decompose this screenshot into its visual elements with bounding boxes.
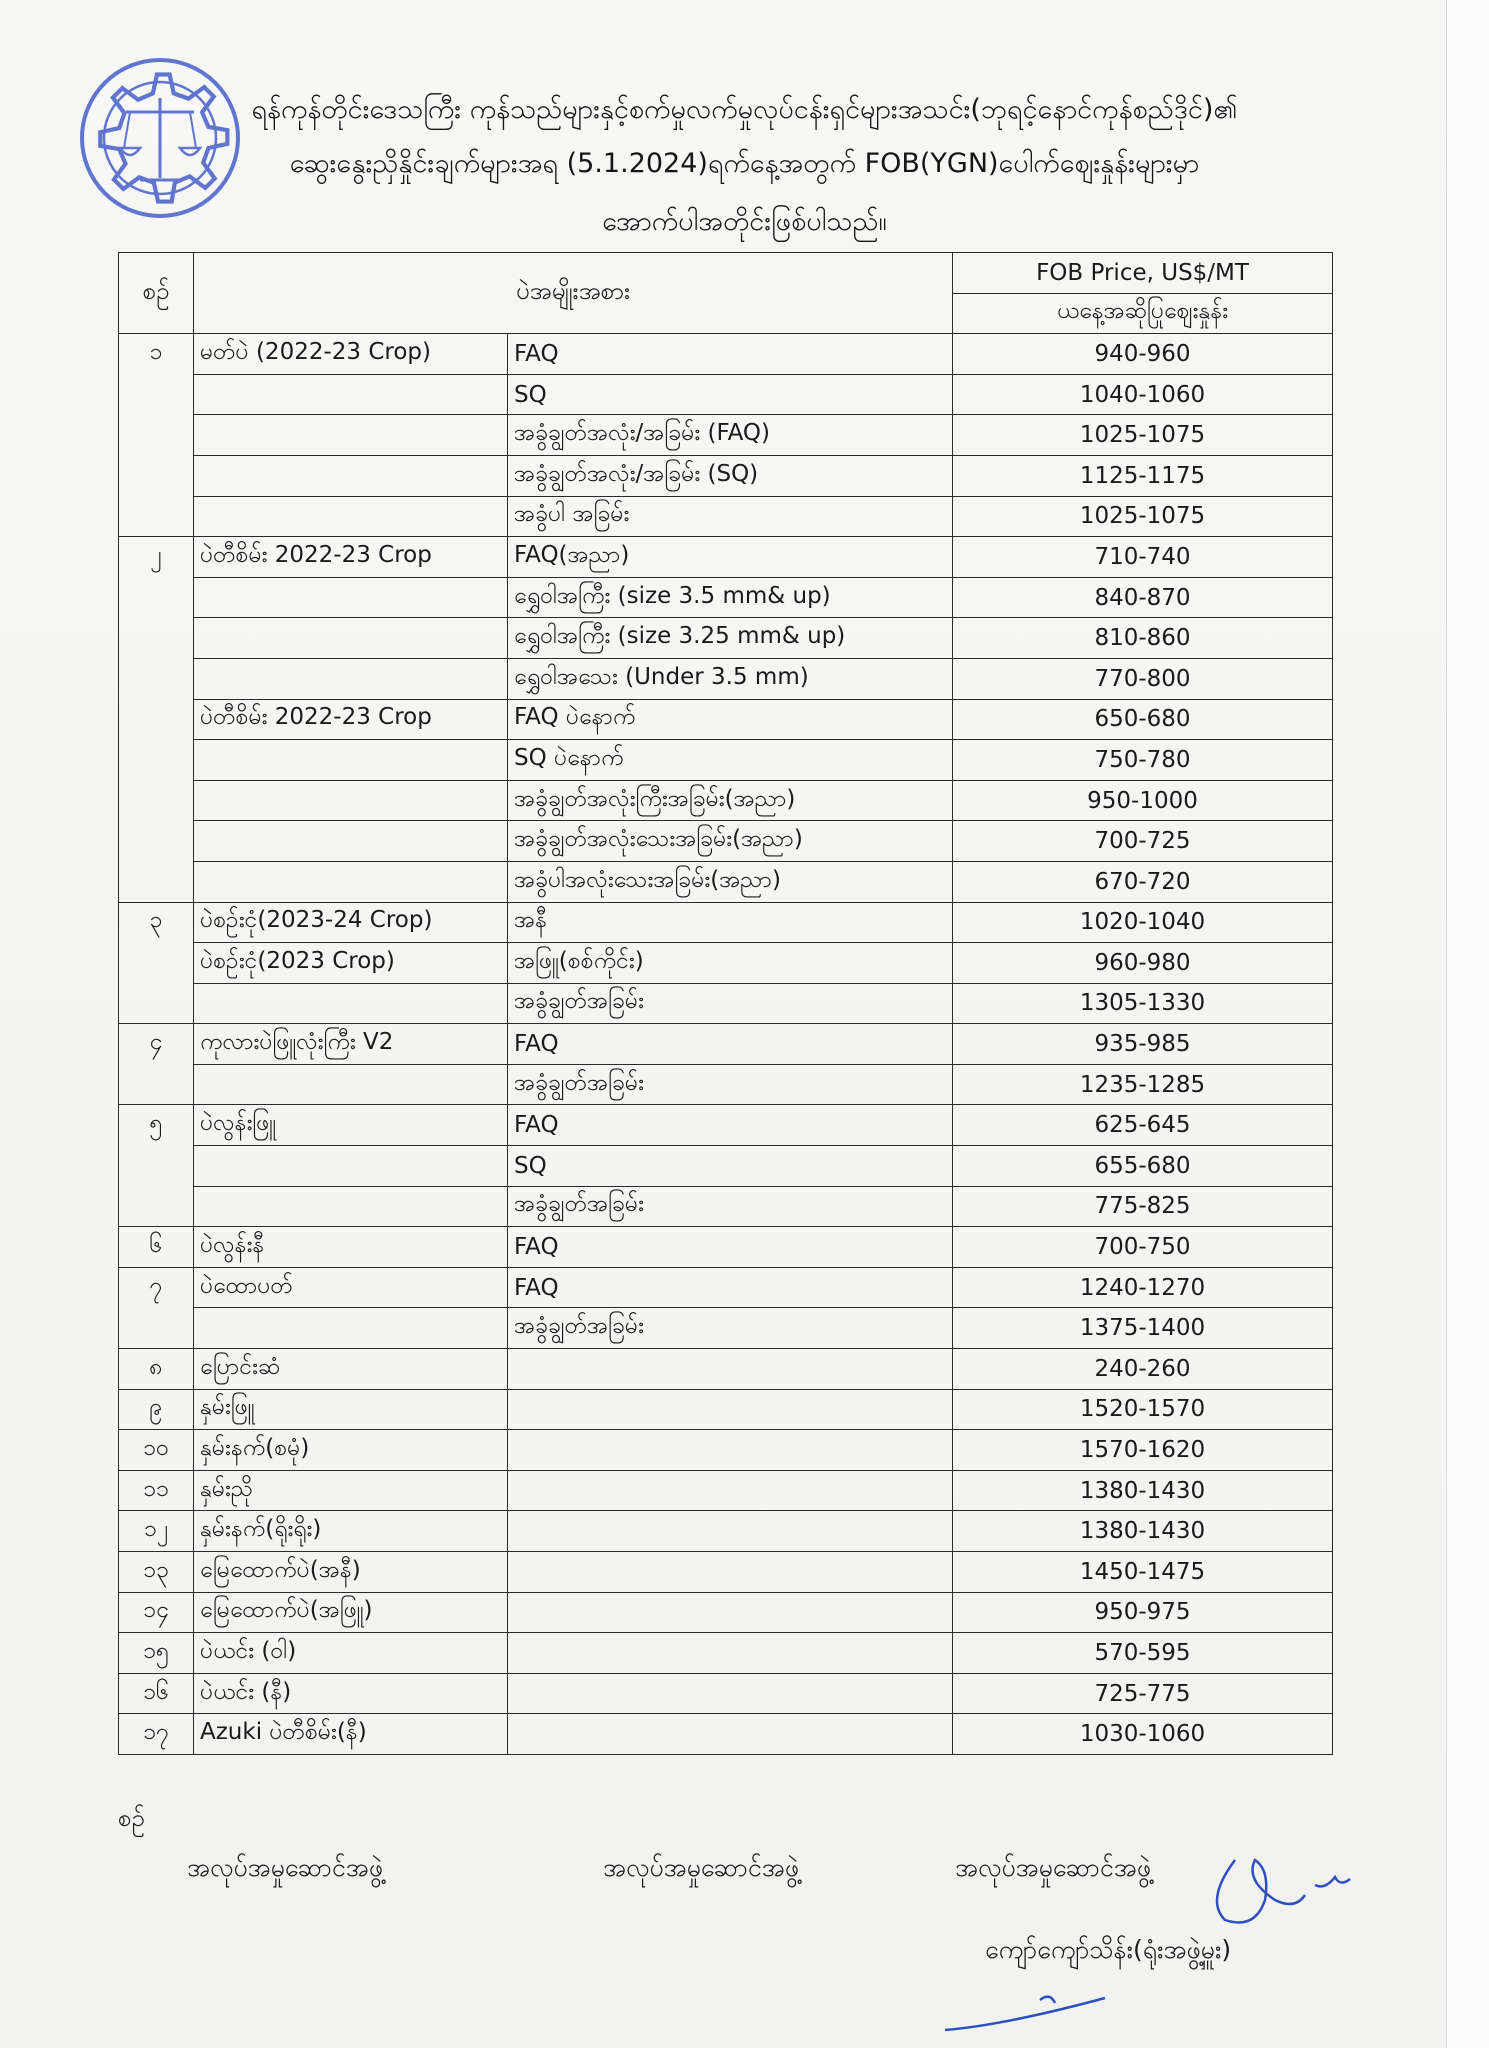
row-no-cell	[119, 821, 194, 862]
row-grade-cell: FAQ	[508, 1024, 953, 1065]
row-no-cell: ၃	[119, 902, 194, 943]
row-item-cell: နှမ်းညို	[194, 1470, 508, 1511]
row-price-cell: 775-825	[953, 1186, 1333, 1227]
table-row	[119, 334, 1333, 375]
row-no-cell: ၁၀	[119, 1430, 194, 1471]
row-item-cell	[194, 1064, 508, 1105]
row-price-cell: 935-985	[953, 1024, 1333, 1065]
table-row	[119, 821, 1333, 862]
signature-label-3: အလုပ်အမှုဆောင်အဖွဲ့	[955, 1853, 1152, 1882]
row-no-cell	[119, 1186, 194, 1227]
row-price-cell: 570-595	[953, 1633, 1333, 1674]
row-grade-cell	[508, 1389, 953, 1430]
table-row	[119, 1349, 1333, 1390]
row-grade-cell: SQ	[508, 1146, 953, 1187]
row-grade-cell: FAQ	[508, 1105, 953, 1146]
row-price-cell: 1305-1330	[953, 983, 1333, 1024]
column-header-item: ပဲအမျိုးအစား	[194, 253, 953, 334]
row-item-cell: ပဲလွန်းဖြူ	[194, 1105, 508, 1146]
row-grade-cell	[508, 1470, 953, 1511]
row-no-cell: ၁၁	[119, 1470, 194, 1511]
row-no-cell: ၁၆	[119, 1673, 194, 1714]
row-price-cell: 1025-1075	[953, 496, 1333, 537]
row-price-cell: 840-870	[953, 577, 1333, 618]
row-item-cell	[194, 577, 508, 618]
table-row	[119, 1227, 1333, 1268]
table-row	[119, 1064, 1333, 1105]
row-price-cell: 1380-1430	[953, 1511, 1333, 1552]
row-no-cell	[119, 740, 194, 781]
row-no-cell	[119, 780, 194, 821]
row-item-cell: ကုလားပဲဖြူလုံးကြီး V2	[194, 1024, 508, 1065]
row-no-cell	[119, 415, 194, 456]
row-item-cell: ပဲလွန်းနီ	[194, 1227, 508, 1268]
row-price-cell: 950-975	[953, 1592, 1333, 1633]
row-grade-cell	[508, 1511, 953, 1552]
row-price-cell: 650-680	[953, 699, 1333, 740]
table-header-row	[119, 253, 1333, 294]
row-price-cell: 1240-1270	[953, 1267, 1333, 1308]
row-price-cell: 810-860	[953, 618, 1333, 659]
row-item-cell	[194, 618, 508, 659]
row-no-cell	[119, 658, 194, 699]
table-body	[119, 334, 1333, 1755]
row-no-cell: ၁၇	[119, 1714, 194, 1755]
row-item-cell: မြေထောက်ပဲ(အဖြူ)	[194, 1592, 508, 1633]
row-no-cell	[119, 1064, 194, 1105]
table-row	[119, 496, 1333, 537]
table-row	[119, 1633, 1333, 1674]
table-row	[119, 1308, 1333, 1349]
row-item-cell	[194, 658, 508, 699]
row-price-cell: 1450-1475	[953, 1552, 1333, 1593]
row-no-cell: ၈	[119, 1349, 194, 1390]
table-row	[119, 1146, 1333, 1187]
row-item-cell	[194, 861, 508, 902]
row-grade-cell: ရွှေဝါအကြီး (size 3.25 mm& up)	[508, 618, 953, 659]
row-grade-cell: အခွံချွတ်အခြမ်း	[508, 983, 953, 1024]
row-grade-cell: အခွံချွတ်အလုံးကြီးအခြမ်း(အညာ)	[508, 780, 953, 821]
row-grade-cell	[508, 1349, 953, 1390]
row-price-cell: 1235-1285	[953, 1064, 1333, 1105]
row-item-cell: ပဲစဉ်းငုံ(2023-24 Crop)	[194, 902, 508, 943]
row-item-cell	[194, 740, 508, 781]
row-no-cell	[119, 983, 194, 1024]
row-price-cell: 1025-1075	[953, 415, 1333, 456]
row-price-cell: 1570-1620	[953, 1430, 1333, 1471]
column-header-price-sub: ယနေ့အဆိုပြုဈေးနှုန်း	[953, 293, 1333, 334]
signature-label-1: အလုပ်အမှုဆောင်အဖွဲ့	[187, 1853, 384, 1882]
row-price-cell: 655-680	[953, 1146, 1333, 1187]
table-row	[119, 740, 1333, 781]
row-price-cell: 1375-1400	[953, 1308, 1333, 1349]
row-item-cell	[194, 455, 508, 496]
row-no-cell: ၁၄	[119, 1592, 194, 1633]
row-grade-cell: အခွံချွတ်အလုံး/အခြမ်း (FAQ)	[508, 415, 953, 456]
row-no-cell: ၁၂	[119, 1511, 194, 1552]
row-no-cell	[119, 618, 194, 659]
row-grade-cell: FAQ ပဲနောက်	[508, 699, 953, 740]
row-item-cell: Azuki ပဲတီစိမ်း(နီ)	[194, 1714, 508, 1755]
row-grade-cell: အဖြူ(စစ်ကိုင်း)	[508, 943, 953, 984]
row-grade-cell: FAQ	[508, 1267, 953, 1308]
header-line-2: ဆွေးနွေးညှိနှိုင်းချက်များအရ (5.1.2024)ရက်နေ့အတွက် FOB(YGN)ပေါက်ဈေးနှုန်းများမှာ	[289, 148, 1200, 179]
row-item-cell	[194, 983, 508, 1024]
table-row	[119, 1105, 1333, 1146]
header-line-3: အောက်ပါအတိုင်းဖြစ်ပါသည်။	[602, 206, 887, 237]
row-grade-cell	[508, 1592, 953, 1633]
row-item-cell	[194, 821, 508, 862]
row-price-cell: 700-750	[953, 1227, 1333, 1268]
table-row	[119, 577, 1333, 618]
row-item-cell: ပဲယင်း (နီ)	[194, 1673, 508, 1714]
row-price-cell: 1030-1060	[953, 1714, 1333, 1755]
row-grade-cell: အခွံချွတ်အခြမ်း	[508, 1064, 953, 1105]
table-row	[119, 1389, 1333, 1430]
row-price-cell: 1125-1175	[953, 455, 1333, 496]
row-item-cell: ပဲထောပတ်	[194, 1267, 508, 1308]
table-row	[119, 1470, 1333, 1511]
row-price-cell: 670-720	[953, 861, 1333, 902]
table-row	[119, 943, 1333, 984]
price-table	[118, 252, 1333, 1755]
row-no-cell: ၂	[119, 537, 194, 578]
row-grade-cell: ရွှေဝါအကြီး (size 3.5 mm& up)	[508, 577, 953, 618]
row-item-cell: နှမ်းဖြူ	[194, 1389, 508, 1430]
row-grade-cell: SQ	[508, 374, 953, 415]
row-item-cell	[194, 1146, 508, 1187]
row-grade-cell	[508, 1673, 953, 1714]
row-no-cell	[119, 1308, 194, 1349]
row-price-cell: 240-260	[953, 1349, 1333, 1390]
row-grade-cell: အနီ	[508, 902, 953, 943]
row-item-cell	[194, 374, 508, 415]
row-no-cell	[119, 455, 194, 496]
row-grade-cell: FAQ	[508, 1227, 953, 1268]
row-no-cell: ၆	[119, 1227, 194, 1268]
row-item-cell: ပဲစဉ်းငုံ(2023 Crop)	[194, 943, 508, 984]
row-no-cell	[119, 374, 194, 415]
row-no-cell: ၅	[119, 1105, 194, 1146]
row-price-cell: 960-980	[953, 943, 1333, 984]
row-grade-cell: FAQ(အညာ)	[508, 537, 953, 578]
table-row	[119, 1714, 1333, 1755]
row-price-cell: 770-800	[953, 658, 1333, 699]
row-price-cell: 700-725	[953, 821, 1333, 862]
row-grade-cell: အခွံချွတ်အလုံးသေးအခြမ်း(အညာ)	[508, 821, 953, 862]
row-no-cell: ၁	[119, 334, 194, 375]
handwritten-underline	[940, 1990, 1120, 2040]
table-row	[119, 658, 1333, 699]
table-row	[119, 415, 1333, 456]
row-grade-cell: အခွံပါ အခြမ်း	[508, 496, 953, 537]
row-item-cell: ပဲယင်း (ဝါ)	[194, 1633, 508, 1674]
row-item-cell	[194, 496, 508, 537]
row-price-cell: 1380-1430	[953, 1470, 1333, 1511]
row-item-cell: ပြောင်းဆံ	[194, 1349, 508, 1390]
row-grade-cell: SQ ပဲနောက်	[508, 740, 953, 781]
row-price-cell: 710-740	[953, 537, 1333, 578]
row-item-cell	[194, 780, 508, 821]
row-price-cell: 1020-1040	[953, 902, 1333, 943]
row-grade-cell	[508, 1552, 953, 1593]
table-row	[119, 699, 1333, 740]
signature-label-2: အလုပ်အမှုဆောင်အဖွဲ့	[603, 1853, 800, 1882]
table-row	[119, 1267, 1333, 1308]
table-row	[119, 374, 1333, 415]
row-no-cell	[119, 699, 194, 740]
row-item-cell: နှမ်းနက်(စမုံ)	[194, 1430, 508, 1471]
row-item-cell	[194, 415, 508, 456]
table-row	[119, 1552, 1333, 1593]
row-price-cell: 625-645	[953, 1105, 1333, 1146]
row-grade-cell: အခွံချွတ်အခြမ်း	[508, 1186, 953, 1227]
row-no-cell: ၁၃	[119, 1552, 194, 1593]
row-grade-cell	[508, 1633, 953, 1674]
row-item-cell: ပဲတီစိမ်း 2022-23 Crop	[194, 537, 508, 578]
table-row	[119, 1430, 1333, 1471]
handwritten-signature	[1185, 1840, 1355, 1940]
row-price-cell: 725-775	[953, 1673, 1333, 1714]
table-row	[119, 902, 1333, 943]
row-item-cell: နှမ်းနက်(ရိုးရိုး)	[194, 1511, 508, 1552]
table-row	[119, 1186, 1333, 1227]
row-grade-cell: အခွံချွတ်အခြမ်း	[508, 1308, 953, 1349]
table-row	[119, 983, 1333, 1024]
table-row	[119, 618, 1333, 659]
row-grade-cell	[508, 1430, 953, 1471]
office-head-name: ကျော်ကျော်သိန်း(ရုံးအဖွဲ့မှူး)	[985, 1935, 1232, 1964]
row-no-cell: ၇	[119, 1267, 194, 1308]
footer-no-label: စဉ်	[118, 1804, 145, 1832]
row-item-cell: မြေထောက်ပဲ(အနီ)	[194, 1552, 508, 1593]
row-item-cell	[194, 1308, 508, 1349]
row-price-cell: 1040-1060	[953, 374, 1333, 415]
row-no-cell	[119, 496, 194, 537]
table-row	[119, 1673, 1333, 1714]
row-no-cell	[119, 577, 194, 618]
row-no-cell	[119, 943, 194, 984]
table-row	[119, 1511, 1333, 1552]
row-no-cell: ၉	[119, 1389, 194, 1430]
page-edge	[1446, 0, 1489, 2048]
column-header-no: စဉ်	[119, 253, 194, 334]
row-item-cell: မတ်ပဲ (2022-23 Crop)	[194, 334, 508, 375]
row-no-cell	[119, 861, 194, 902]
table-row	[119, 537, 1333, 578]
header-line-1: ရန်ကုန်တိုင်းဒေသကြီး ကုန်သည်များနှင့်စက်မှုလက်မှုလုပ်ငန်းရှင်များအသင်း(ဘုရင့်နောင်ကုန်စည်ဒိုင်)၏	[251, 94, 1238, 125]
table-row	[119, 780, 1333, 821]
row-price-cell: 940-960	[953, 334, 1333, 375]
row-price-cell: 950-1000	[953, 780, 1333, 821]
row-grade-cell: FAQ	[508, 334, 953, 375]
row-price-cell: 750-780	[953, 740, 1333, 781]
row-grade-cell	[508, 1714, 953, 1755]
table-row	[119, 455, 1333, 496]
table-row	[119, 861, 1333, 902]
row-grade-cell: ရွှေဝါအသေး (Under 3.5 mm)	[508, 658, 953, 699]
row-grade-cell: အခွံပါအလုံးသေးအခြမ်း(အညာ)	[508, 861, 953, 902]
row-grade-cell: အခွံချွတ်အလုံး/အခြမ်း (SQ)	[508, 455, 953, 496]
row-no-cell: ၁၅	[119, 1633, 194, 1674]
column-header-price: FOB Price, US$/MT	[953, 253, 1333, 294]
row-no-cell: ၄	[119, 1024, 194, 1065]
row-item-cell: ပဲတီစိမ်း 2022-23 Crop	[194, 699, 508, 740]
row-no-cell	[119, 1146, 194, 1187]
table-row	[119, 1592, 1333, 1633]
table-row	[119, 1024, 1333, 1065]
row-price-cell: 1520-1570	[953, 1389, 1333, 1430]
row-item-cell	[194, 1186, 508, 1227]
